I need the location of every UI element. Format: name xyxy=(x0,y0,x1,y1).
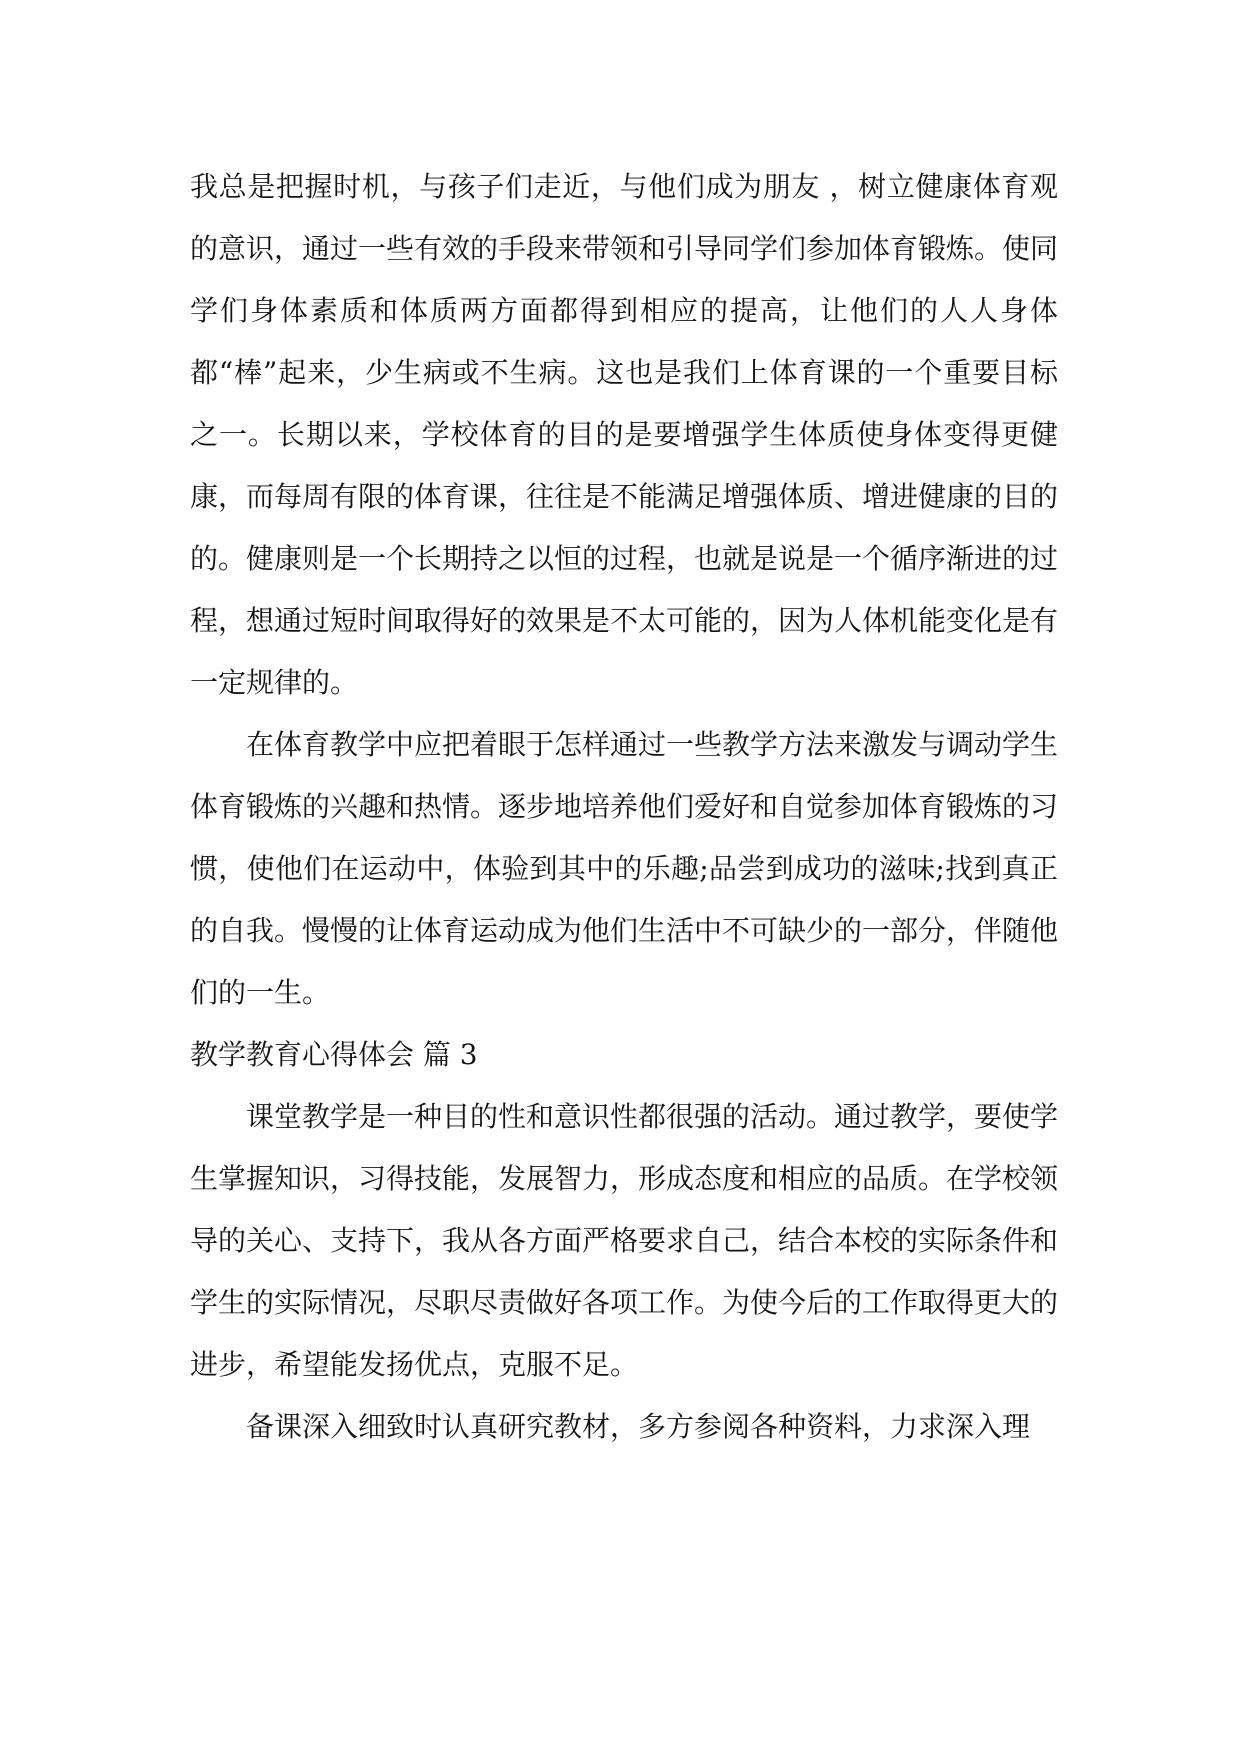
paragraph-classroom-teaching: 课堂教学是一种目的性和意识性都很强的活动。通过教学，要使学生掌握知识，习得技能，发展智力，形成态度和相应的品质。在学校领导的关心、支持下，我从各方面严格要求自己，结合本校的实际条件和学生的实际情况，尽职尽责做好各项工作。为使今后的工作取得更大的进步，希望能发扬优点，克服不足。 xyxy=(190,1100,1059,1381)
paragraph-continuation: 我总是把握时机，与孩子们走近，与他们成为朋友 ，树立健康体育观的意识，通过一些有效的手段来带领和引导同学们参加体育锻炼。使同学们身体素质和体质两方面都得到相应的提高，让他们的人人身体都“棒”起来，少生病或不生病。这也是我们上体育课的一个重要目标之一。长期以来，学校体育的目的是要增强学生体质使身体变得更健康，而每周有限的体育课，往往是不能满足增强体质、增进健康的目的的。健康则是一个长期持之以恒的过程，也就是说是一个循序渐进的过程，想通过短时间取得好的效果是不太可能的，因为人体机能变化是有一定规律的。 xyxy=(190,170,1059,699)
paragraph-teaching-methods: 在体育教学中应把着眼于怎样通过一些教学方法来激发与调动学生体育锻炼的兴趣和热情。逐步地培养他们爱好和自觉参加体育锻炼的习惯，使他们在运动中，体验到其中的乐趣;品尝到成功的滋味;找到真正的自我。慢慢的让体育运动成为他们生活中不可缺少的一部分，伴随他们的一生。 xyxy=(190,728,1059,1009)
section-heading: 教学教育心得体会 篇 3 xyxy=(190,1038,478,1071)
paragraph-lesson-prep: 备课深入细致时认真研究教材，多方参阅各种资料，力求深入理 xyxy=(246,1410,1031,1443)
document-body xyxy=(190,156,1058,1458)
